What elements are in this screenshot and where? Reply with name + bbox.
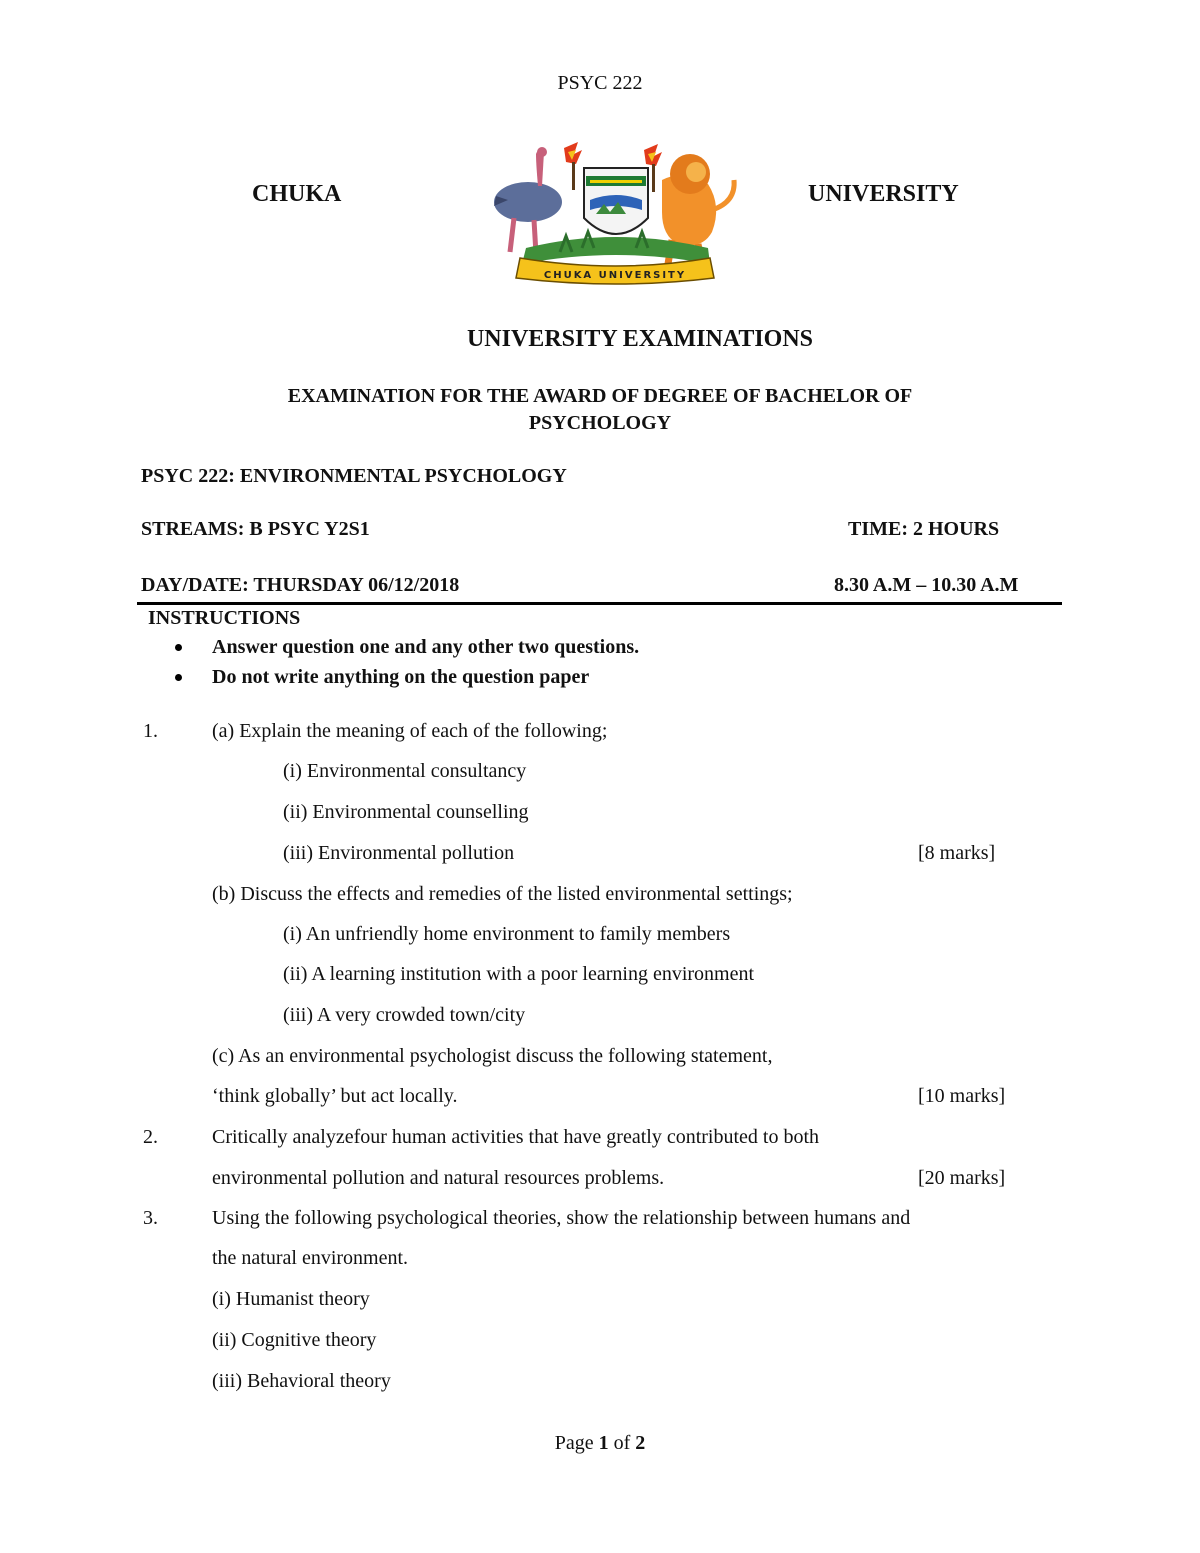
q1-c-marks: [10 marks] (918, 1085, 1006, 1107)
q1-part-b: (b) Discuss the effects and remedies of the listed environmental settings; (212, 883, 793, 905)
university-crest-logo (486, 140, 744, 288)
page-number: 1 (598, 1432, 609, 1454)
exam-heading: UNIVERSITY EXAMINATIONS (466, 326, 814, 352)
header-divider (137, 602, 1062, 605)
q2-line1: Critically analyzefour human activities that have greatly contributed to both (212, 1126, 820, 1148)
streams: STREAMS: B PSYC Y2S1 (141, 518, 370, 540)
bullet-icon (175, 674, 182, 681)
title-left: CHUKA (252, 181, 342, 207)
q1-b-ii: (ii) A learning institution with a poor learning environment (283, 963, 755, 985)
course-title: PSYC 222: ENVIRONMENTAL PSYCHOLOGY (141, 465, 567, 487)
question-number: 2. (143, 1126, 158, 1148)
question-number: 3. (143, 1207, 158, 1229)
instruction-item: Do not write anything on the question paper (212, 666, 590, 688)
logo-ribbon-text: CHUKA UNIVERSITY (543, 270, 687, 281)
q1-a-i: (i) Environmental consultancy (283, 760, 527, 782)
award-line-2: PSYCHOLOGY (528, 412, 672, 434)
q3-iii: (iii) Behavioral theory (212, 1370, 391, 1392)
q1-a-ii: (ii) Environmental counselling (283, 801, 529, 823)
award-line-1: EXAMINATION FOR THE AWARD OF DEGREE OF BACHELOR OF (287, 385, 913, 407)
page-of: of (608, 1432, 636, 1454)
q1-a-iii: (iii) Environmental pollution (283, 842, 515, 864)
q3-line1: Using the following psychological theories, show the relationship between humans and (212, 1207, 911, 1229)
q2-marks: [20 marks] (918, 1167, 1006, 1189)
page-total: 2 (635, 1432, 646, 1454)
day-date: DAY/DATE: THURSDAY 06/12/2018 (141, 574, 460, 596)
instructions-heading: INSTRUCTIONS (148, 607, 301, 629)
q3-ii: (ii) Cognitive theory (212, 1329, 377, 1351)
q1-part-a: (a) Explain the meaning of each of the following; (212, 720, 608, 742)
title-right: UNIVERSITY (808, 181, 959, 207)
q1-part-c-line2: ‘think globally’ but act locally. (212, 1085, 458, 1107)
q2-line2: environmental pollution and natural resources problems. (212, 1167, 665, 1189)
running-header: PSYC 222 (557, 72, 643, 94)
instruction-item: Answer question one and any other two questions. (212, 636, 640, 658)
q1-b-i: (i) An unfriendly home environment to family members (283, 923, 731, 945)
exam-hours: 8.30 A.M – 10.30 A.M (834, 574, 1019, 596)
page-footer (0, 1432, 1200, 1455)
q1-b-iii: (iii) A very crowded town/city (283, 1004, 526, 1026)
exam-time: TIME: 2 HOURS (848, 518, 1000, 540)
q1-part-c-line1: (c) As an environmental psychologist discuss the following statement, (212, 1045, 773, 1067)
q3-i: (i) Humanist theory (212, 1288, 370, 1310)
bullet-icon (175, 644, 182, 651)
question-number: 1. (143, 720, 158, 742)
page-prefix: Page (554, 1432, 599, 1454)
q1-a-marks: [8 marks] (918, 842, 996, 864)
q3-line2: the natural environment. (212, 1247, 409, 1269)
